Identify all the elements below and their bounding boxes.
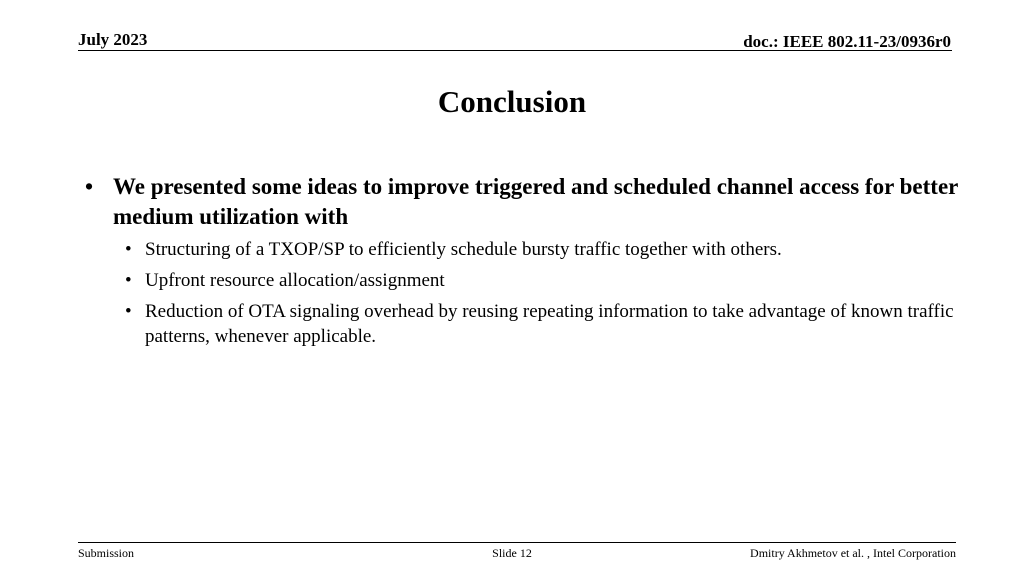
header-doc-id: doc.: IEEE 802.11-23/0936r0	[743, 32, 951, 51]
sub-bullet-text: Upfront resource allocation/assignment	[145, 270, 445, 291]
header-date: July 2023	[78, 30, 148, 49]
footer-slide-number: Slide 12	[492, 546, 532, 560]
slide-title: Conclusion	[437, 84, 587, 119]
sub-bullet-dot-icon: •	[125, 239, 132, 260]
sub-bullet-text: Structuring of a TXOP/SP to efficiently schedule bursty traffic together with others.	[145, 239, 782, 260]
bullet-main-text: We presented some ideas to improve triggered and scheduled channel access for better medium utilization with	[113, 174, 958, 229]
bullet-main	[85, 172, 965, 232]
footer-divider	[78, 542, 956, 543]
footer-author: Dmitry Akhmetov et al. , Intel Corporation	[750, 546, 956, 560]
sub-bullet	[113, 268, 965, 293]
bullet-dot-icon: •	[85, 174, 94, 199]
sub-bullet-dot-icon: •	[125, 301, 132, 322]
bullet-list	[85, 172, 965, 355]
sub-bullet-list	[113, 237, 965, 349]
footer-submission: Submission	[78, 546, 135, 560]
sub-bullet-dot-icon: •	[125, 270, 132, 291]
sub-bullet	[113, 237, 965, 262]
sub-bullet-text: Reduction of OTA signaling overhead by reusing repeating information to take advantage of known traffic patterns, whenever applicable.	[145, 301, 954, 347]
sub-bullet	[113, 299, 965, 349]
header-divider	[78, 50, 952, 51]
